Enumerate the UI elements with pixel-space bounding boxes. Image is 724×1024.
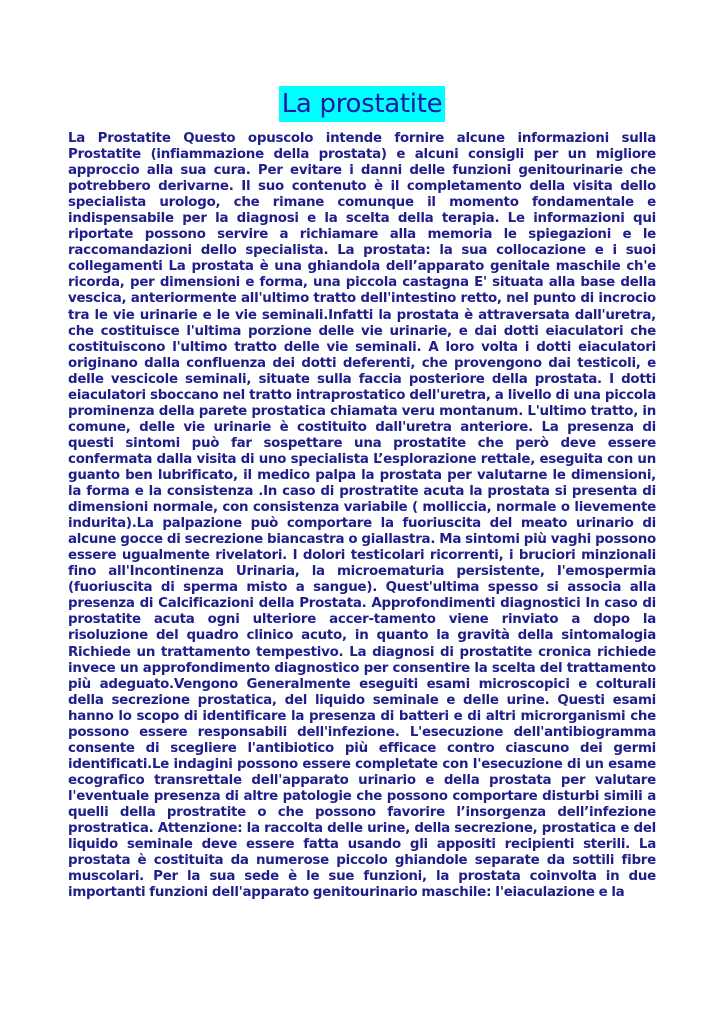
title-container xyxy=(0,86,724,122)
document-title: La prostatite xyxy=(279,86,446,122)
document-body: La Prostatite Questo opuscolo intende fornire alcune informazioni sulla Prostatite (infiammazione della prostata) e alcuni consigli per un migliore approccio alla sua cura. Per evitare i danni delle funzioni genitourinarie che potrebbero derivarne. Il suo contenuto è il completamento della visita dello specialista urologo, che rimane comunque il momento fondamentale e indispensabile per la diagnosi e la scelta della terapia. Le informazioni qui riportate possono servire a richiamare alla memoria le spiegazioni e le raccomandazioni dello specialista. La prostata: la sua collocazione e i suoi collegamenti La prostata è una ghiandola dell’apparato genitale maschile ch'e ricorda, per dimensioni e forma, una piccola castagna E' situata alla base della vescica, anteriormente all'ultimo tratto dell'intestino retto, nel punto di incrocio tra le vie urinarie e le vie seminali.Infatti la prostata è attraversata dall'uretra, che costituisce l'ultima porzione delle vie urinarie, e dai dotti eiaculatori che costituiscono l'ultimo tratto delle vie seminali. A loro volta i dotti eiaculatori originano dalla confluenza dei dotti deferenti, che provengono dai testicoli, e delle vescicole seminali, situate sulla faccia posteriore della prostata. I dotti eiaculatori sboccano nel tratto intraprostatico dell'uretra, a livello di una piccola prominenza della parete prostatica chiamata veru montanum. L'ultimo tratto, in comune, delle vie urinarie è costituito dall'uretra anteriore. La presenza di questi sintomi può far sospettare una prostatite che però deve essere confermata dalla visita di uno specialista L’esplorazione rettale, eseguita con un guanto ben lubrificato, il medico palpa la prostata per valutarne le dimensioni, la forma e la consistenza .In caso di prostratite acuta la prostata si presenta di dimensioni normale, con consistenza variabile ( molliccia, normale o lievemente indurita).La palpazione può comportare la fuoriuscita del meato urinario di alcune gocce di secrezione biancastra o giallastra. Ma sintomi più vaghi possono essere ugualmente rivelatori. I dolori testicolari ricorrenti, i bruciori minzionali fino all'Incontinenza Urinaria, la microematuria persistente, I'emospermia (fuoriuscita di sperma misto a sangue). Quest'ultima spesso si associa alla presenza di Calcificazioni della Prostata. Approfondimenti diagnostici In caso di prostatite acuta ogni ulteriore accer-tamento viene rinviato a dopo la risoluzione del quadro clinico acuto, in quanto la gravità della sintomalogia Richiede un trattamento tempestivo. La diagnosi di prostatite cronica richiede invece un approfondimento diagnostico per consentire la scelta del trattamento più adeguato.Vengono Generalmente eseguiti esami microscopici e colturali della secrezione prostatica, del liquido seminale e delle urine. Questi esami hanno lo scopo di identificare la presenza di batteri e di altri microrganismi che possono essere responsabili dell'infezione. L'esecuzione dell'antibiogramma consente di scegliere l'antibiotico più efficace contro ciascuno dei germi identificati.Le indagini possono essere completate con I'esecuzione di un esame ecografico transrettale dell'apparato urinario e della prostata per valutare l'eventuale presenza di altre patologie che possono comportare disturbi simili a quelli della prostratite o che possono favorire l’insorgenza dell’infezione prostratica. Attenzione: la raccolta delle urine, della secrezione, prostatica e del liquido seminale deve essere fatta usando gli appositi recipienti sterili. La prostata è costituita da numerose piccolo ghiandole separate da sottili fibre muscolari. Per la sua sede è le sue funzioni, la prostata coinvolta in due importanti funzioni dell'apparato genitourinario maschile: I'eiaculazione e la xyxy=(68,131,656,901)
